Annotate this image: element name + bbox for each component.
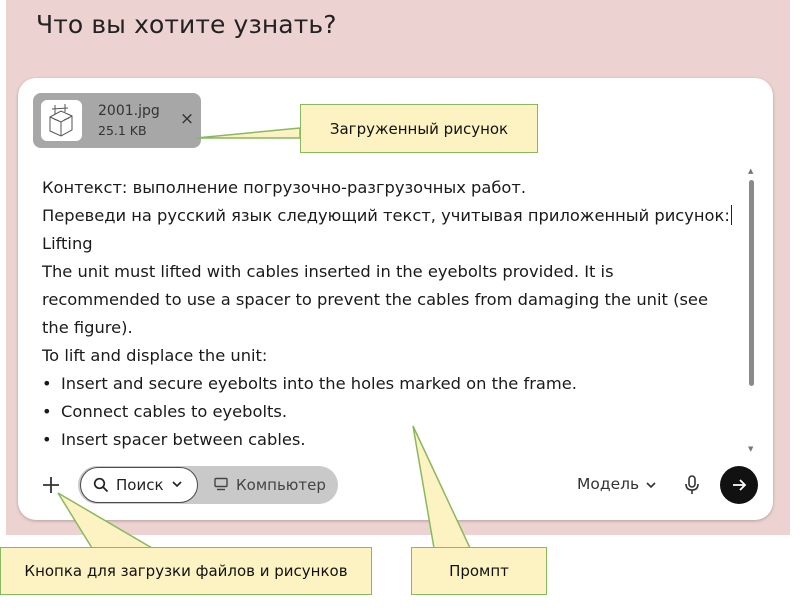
attachment-file-name: 2001.jpg (98, 103, 160, 119)
prompt-line: Контекст: выполнение погрузочно-разгрузочных работ. (42, 178, 527, 197)
prompt-line: the figure). (42, 318, 133, 337)
attachment-file-size: 25.1 KB (98, 123, 147, 138)
model-selector-label: Модель (577, 475, 640, 493)
prompt-bullet: • Insert and secure eyebolts into the holes marked on the frame. (42, 370, 742, 398)
prompt-line: To lift and displace the unit: (42, 346, 268, 365)
prompt-line-text: Переведи на русский язык следующий текст, учитывая приложенный рисунок: (42, 206, 730, 225)
prompt-bullet: • Insert spacer between cables. (42, 426, 742, 454)
remove-attachment-icon[interactable]: × (179, 109, 195, 129)
page-title: Что вы хотите узнать? (36, 10, 337, 39)
scroll-up-arrow-icon[interactable]: ▲ (748, 167, 754, 175)
computer-mode-label: Компьютер (236, 476, 326, 494)
prompt-line: Lifting (42, 234, 93, 253)
callout-upload-button: Кнопка для загрузки файлов и рисунков (0, 547, 372, 595)
scroll-down-arrow-icon[interactable]: ▼ (748, 445, 754, 453)
pointer-uploaded-image (196, 128, 300, 138)
callout-prompt: Промпт (411, 547, 547, 595)
prompt-bullet: • Connect cables to eyebolts. (42, 398, 742, 426)
pointer-prompt (413, 426, 470, 548)
search-mode-label: Поиск (116, 476, 164, 494)
prompt-line: The unit must lifted with cables inserted in the eyebolts provided. It is (42, 262, 614, 281)
prompt-line: recommended to use a spacer to prevent the cables from damaging the unit (see (42, 290, 708, 309)
callout-uploaded-image: Загруженный рисунок (300, 104, 538, 153)
pointer-upload-button (58, 493, 152, 548)
